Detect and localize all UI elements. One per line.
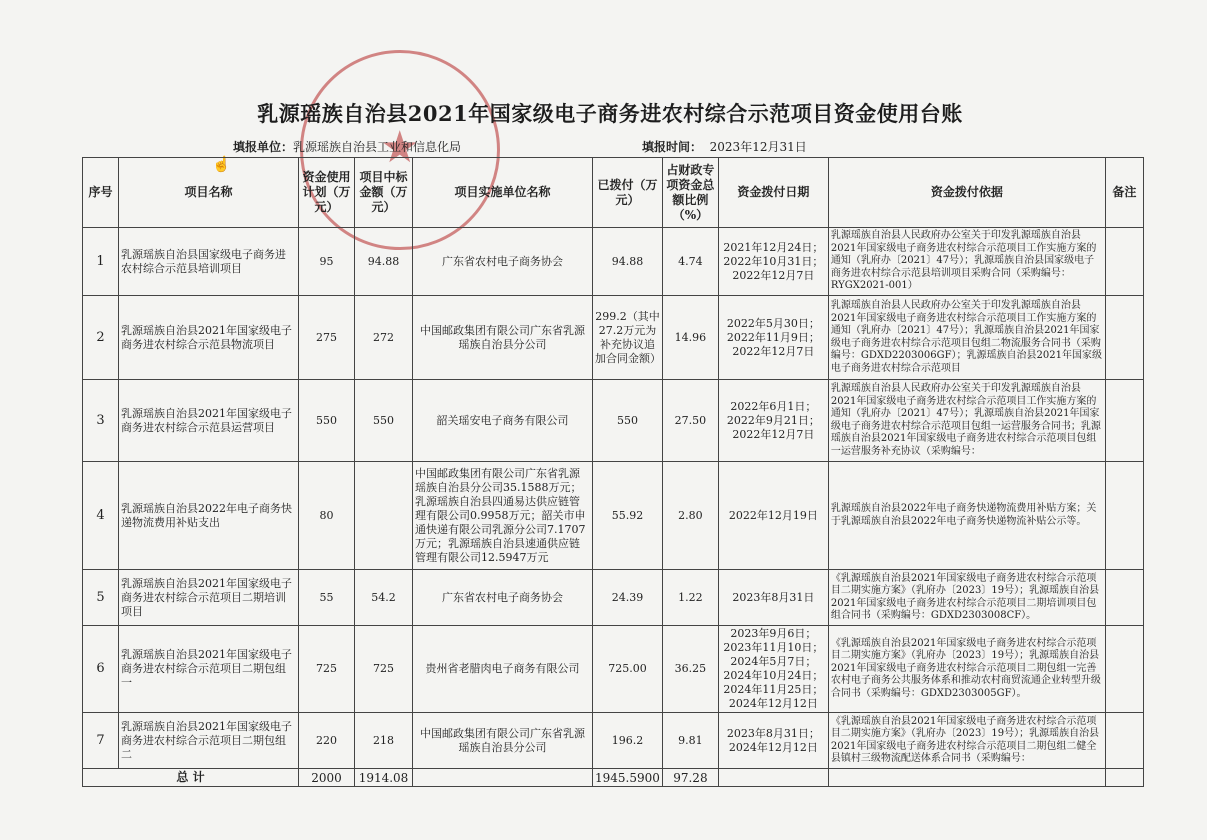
row-basis: 《乳源瑶族自治县2021年国家级电子商务进农村综合示范项目二期实施方案》（乳府办〔2023〕19号）；乳源瑶族自治县2021年国家级电子商务进农村综合示范项目二期培训项目包组合同书（采购编号：GDXD2303008CF）。: [828, 570, 1105, 626]
row-no: 2: [83, 296, 119, 380]
row-basis: 乳源瑶族自治县人民政府办公室关于印发乳源瑶族自治县2021年国家级电子商务进农村综合示范项目工作实施方案的通知（乳府办〔2021〕47号）；乳源瑶族自治县2021年国家级电子商务进农村综合示范项目包组一运营服务合同书；乳源瑶族自治县2021年国家级电子商务进农村综合示范项目包组一运营服务补充协议（采购编号：: [828, 380, 1105, 462]
row-name: 乳源瑶族自治县2021年国家级电子商务进农村综合示范项目二期培训项目: [119, 570, 299, 626]
row-ratio: 27.50: [662, 380, 718, 462]
total-note-empty: [1105, 769, 1143, 787]
row-ratio: 36.25: [662, 626, 718, 713]
row-paid: 24.39: [593, 570, 663, 626]
row-note: [1105, 626, 1143, 713]
header-bid: 项目中标金额（万元）: [355, 158, 413, 228]
row-plan: 95: [299, 228, 355, 296]
row-no: 6: [83, 626, 119, 713]
row-unit: 中国邮政集团有限公司广东省乳源瑶族自治县分公司: [413, 296, 593, 380]
row-plan: 275: [299, 296, 355, 380]
row-bid: 94.88: [355, 228, 413, 296]
row-plan: 220: [299, 713, 355, 769]
header-paid: 已拨付（万元）: [593, 158, 663, 228]
table-row: [83, 570, 1144, 626]
header-ratio: 占财政专项资金总额比例（%）: [662, 158, 718, 228]
row-paid: 196.2: [593, 713, 663, 769]
row-unit: 广东省农村电子商务协会: [413, 228, 593, 296]
seal-star-icon: ★: [380, 122, 420, 173]
row-paid: 55.92: [593, 462, 663, 570]
row-plan: 55: [299, 570, 355, 626]
row-note: [1105, 462, 1143, 570]
time-label: 填报时间：: [642, 140, 703, 154]
row-name: 乳源瑶族自治县国家级电子商务进农村综合示范县培训项目: [119, 228, 299, 296]
page-title: 乳源瑶族自治县2021年国家级电子商务进农村综合示范项目资金使用台账: [257, 101, 963, 126]
row-unit: 广东省农村电子商务协会: [413, 570, 593, 626]
row-bid: 272: [355, 296, 413, 380]
row-paid: 299.2（其中27.2万元为补充协议追加合同金额）: [593, 296, 663, 380]
table-row: [83, 228, 1144, 296]
total-plan: 2000: [299, 769, 355, 787]
header-note: 备注: [1105, 158, 1143, 228]
total-label: 总 计: [83, 769, 299, 787]
total-date-empty: [718, 769, 828, 787]
row-date: 2023年8月31日: [718, 570, 828, 626]
row-name: 乳源瑶族自治县2021年国家级电子商务进农村综合示范县运营项目: [119, 380, 299, 462]
row-no: 4: [83, 462, 119, 570]
row-no: 7: [83, 713, 119, 769]
total-bid: 1914.08: [355, 769, 413, 787]
row-date: 2021年12月24日；2022年10月31日；2022年12月7日: [718, 228, 828, 296]
total-basis-empty: [828, 769, 1105, 787]
header-date: 资金拨付日期: [718, 158, 828, 228]
table-row: [83, 626, 1144, 713]
row-name: 乳源瑶族自治县2021年国家级电子商务进农村综合示范项目二期包组一: [119, 626, 299, 713]
row-date: 2023年9月6日；2023年11月10日；2024年5月7日；2024年10月24日；2024年11月25日；2024年12月12日: [718, 626, 828, 713]
row-unit: 中国邮政集团有限公司广东省乳源瑶族自治县分公司35.1588万元；乳源瑶族自治县四通易达供应链管理有限公司0.9958万元；韶关市申通快递有限公司乳源分公司7.1707万元；乳源瑶族自治县速通供应链管理有限公司12.5947万元: [413, 462, 593, 570]
filler-label: 填报单位：: [233, 140, 294, 154]
row-paid: 550: [593, 380, 663, 462]
row-ratio: 14.96: [662, 296, 718, 380]
table-row: [83, 380, 1144, 462]
total-unit-empty: [413, 769, 593, 787]
row-basis: 《乳源瑶族自治县2021年国家级电子商务进农村综合示范项目二期实施方案》（乳府办〔2023〕19号）；乳源瑶族自治县2021年国家级电子商务进农村综合示范项目二期包组一完善农村电子商务公共服务体系和推动农村商贸流通企业转型升级合同书（采购编号：GDXD2303005GF）。: [828, 626, 1105, 713]
total-paid: 1945.5900: [593, 769, 663, 787]
row-name: 乳源瑶族自治县2021年国家级电子商务进农村综合示范项目二期包组二: [119, 713, 299, 769]
hand-cursor-icon: ☝: [212, 155, 231, 173]
row-ratio: 4.74: [662, 228, 718, 296]
row-paid: 94.88: [593, 228, 663, 296]
row-bid: 218: [355, 713, 413, 769]
filler-value: 乳源瑶族自治县工业和信息化局: [293, 140, 462, 154]
filler-info: [233, 138, 461, 155]
row-plan: 725: [299, 626, 355, 713]
row-unit: 韶关瑶安电子商务有限公司: [413, 380, 593, 462]
row-date: 2022年12月19日: [718, 462, 828, 570]
row-basis: 《乳源瑶族自治县2021年国家级电子商务进农村综合示范项目二期实施方案》（乳府办〔2023〕19号）；乳源瑶族自治县2021年国家级电子商务进农村综合示范项目二期包组二健全县镇村三级物流配送体系合同书（采购编号：: [828, 713, 1105, 769]
row-no: 3: [83, 380, 119, 462]
row-bid: [355, 462, 413, 570]
header-name: 项目名称: [119, 158, 299, 228]
row-name: 乳源瑶族自治县2021年国家级电子商务进农村综合示范县物流项目: [119, 296, 299, 380]
total-row: [83, 769, 1144, 787]
row-note: [1105, 296, 1143, 380]
row-basis: 乳源瑶族自治县人民政府办公室关于印发乳源瑶族自治县2021年国家级电子商务进农村综合示范项目工作实施方案的通知（乳府办〔2021〕47号）；乳源瑶族自治县2021年国家级电子商务进农村综合示范项目包组二物流服务合同书（采购编号：GDXD2203006GF）；乳源瑶族自治县2021年国家级电子商务进农村综合示范项目: [828, 296, 1105, 380]
row-bid: 725: [355, 626, 413, 713]
row-plan: 80: [299, 462, 355, 570]
row-date: 2022年6月1日；2022年9月21日；2022年12月7日: [718, 380, 828, 462]
row-basis: 乳源瑶族自治县2022年电子商务快递物流费用补贴方案；关于乳源瑶族自治县2022年电子商务快递物流补贴公示等。: [828, 462, 1105, 570]
row-ratio: 9.81: [662, 713, 718, 769]
header-basis: 资金拨付依据: [828, 158, 1105, 228]
row-unit: 贵州省老腊肉电子商务有限公司: [413, 626, 593, 713]
row-note: [1105, 713, 1143, 769]
row-bid: 54.2: [355, 570, 413, 626]
row-basis: 乳源瑶族自治县人民政府办公室关于印发乳源瑶族自治县2021年国家级电子商务进农村综合示范项目工作实施方案的通知（乳府办〔2021〕47号）；乳源瑶族自治县国家级电子商务进农村综合示范县培训项目采购合同（采购编号：RYGX2021-001）: [828, 228, 1105, 296]
row-ratio: 2.80: [662, 462, 718, 570]
row-no: 1: [83, 228, 119, 296]
header-no: 序号: [83, 158, 119, 228]
row-ratio: 1.22: [662, 570, 718, 626]
row-paid: 725.00: [593, 626, 663, 713]
time-info: [642, 138, 807, 155]
row-note: [1105, 380, 1143, 462]
row-plan: 550: [299, 380, 355, 462]
row-bid: 550: [355, 380, 413, 462]
table-row: [83, 296, 1144, 380]
row-note: [1105, 570, 1143, 626]
row-date: 2023年8月31日；2024年12月12日: [718, 713, 828, 769]
header-unit: 项目实施单位名称: [413, 158, 593, 228]
time-value: 2023年12月31日: [709, 140, 807, 154]
fund-ledger-table: [82, 157, 1144, 787]
header-row: [83, 158, 1144, 228]
table-row: [83, 462, 1144, 570]
total-ratio: 97.28: [662, 769, 718, 787]
table-row: [83, 713, 1144, 769]
row-unit: 中国邮政集团有限公司广东省乳源瑶族自治县分公司: [413, 713, 593, 769]
row-name: 乳源瑶族自治县2022年电子商务快递物流费用补贴支出: [119, 462, 299, 570]
header-plan: 资金使用计划（万元）: [299, 158, 355, 228]
row-date: 2022年5月30日；2022年11月9日；2022年12月7日: [718, 296, 828, 380]
row-no: 5: [83, 570, 119, 626]
row-note: [1105, 228, 1143, 296]
